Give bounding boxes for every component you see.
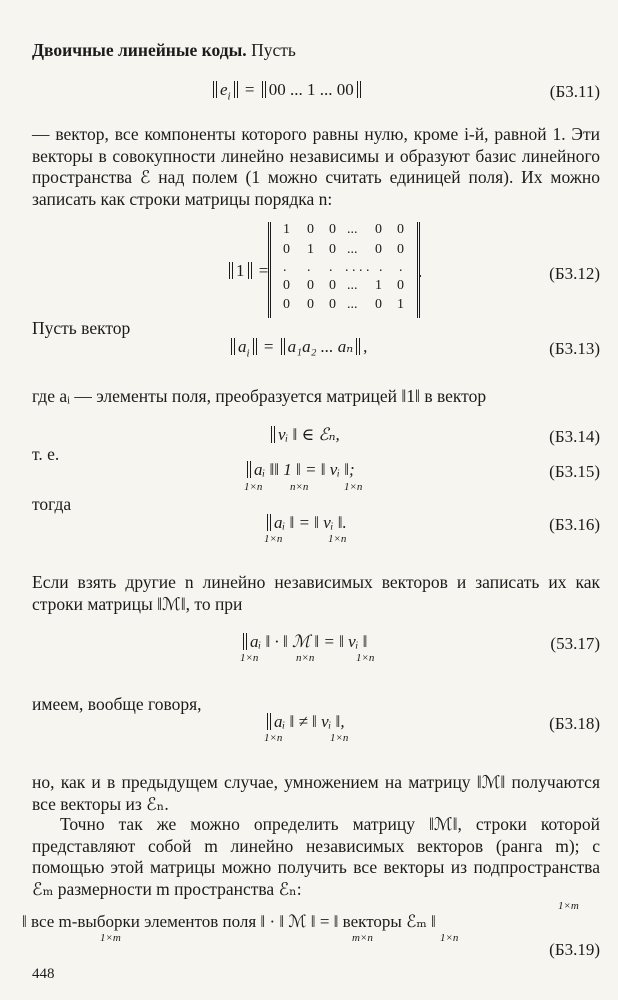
subscript: 1×n (328, 533, 347, 545)
text-te: т. е. (32, 444, 60, 464)
heading-tail: Пусть (251, 40, 296, 60)
matrix-row: 1 0 0 ... 0 0 (283, 222, 404, 237)
subscript: 1×n (330, 732, 349, 744)
matrix-lhs: 1 = (226, 261, 268, 281)
equation-b3-11: $e_i = 00$ ... 1 ... 00 (210, 80, 364, 102)
text-imeem: имеем, вообще говоря, (32, 694, 202, 714)
equation-label-b3-19: (Б3.19) (549, 940, 600, 959)
equation-label-b3-12: (Б3.12) (549, 264, 600, 283)
matrix-row: . . . . . . . . . (283, 260, 403, 275)
subscript: n×n (296, 652, 315, 664)
subscript: 1×n (240, 652, 259, 664)
matrix-row: 0 0 0 ... 1 0 (283, 278, 404, 293)
subscript: 1×n (244, 481, 263, 493)
identity-matrix (268, 222, 420, 318)
equation-label-b3-14: (Б3.14) (549, 427, 600, 446)
paragraph-1: — вектор, все компоненты которого равны нулю, кроме i-й, равной 1. Эти векторы в совокупности линейно независимы и образуют базис линейного пространства ℰ над полем (1 можно считать единицей поля). Их можно записать как строки матрицы порядка n: (32, 124, 600, 209)
equation-b3-14: vᵢ ‖ ∈ ℰₙ, (268, 425, 340, 445)
subscript: m×n (352, 932, 373, 944)
subscript: 1×n (264, 732, 283, 744)
subscript: 1×n (264, 533, 283, 545)
matrix-row: 0 0 0 ... 0 1 (283, 297, 404, 312)
superscript: 1×m (558, 900, 579, 912)
subscript: 1×n (356, 652, 375, 664)
text-pust-vektor: Пусть вектор (32, 318, 131, 338)
equation-b3-13: $a_i = a_1a_2$ ... aₙ , (228, 337, 367, 359)
equation-label-b3-17: (53.17) (550, 634, 600, 653)
matrix-row: 0 1 0 ... 0 0 (283, 242, 404, 257)
equation-b3-15: aᵢ ‖‖ 1 ‖ = ‖ vᵢ ‖; (244, 460, 355, 480)
paragraph-2: где aᵢ — элементы поля, преобразуется матрицей ‖1‖ в вектор (32, 386, 487, 406)
equation-label-b3-18: (Б3.18) (549, 714, 600, 733)
equation-b3-18: aᵢ ‖ ≠ ‖ vᵢ ‖, (264, 712, 345, 732)
equation-b3-19: ‖ все m-выборки элементов поля ‖ · ‖ ℳ ‖ = ‖ векторы ℰₘ ‖ (22, 912, 436, 931)
paragraph-5: Точно так же можно определить матрицу ‖ℳ‖, строки которой представляют собой m линейно независимых векторов (ранга m); с помощью этой матрицы можно получить все векторы из подпространства ℰₘ размерности m пространства ℰₙ: (32, 814, 600, 899)
subscript: n×n (290, 481, 309, 493)
page-number: 448 (32, 966, 55, 982)
subscript: 1×n (344, 481, 363, 493)
equation-b3-16: aᵢ ‖ = ‖ vᵢ ‖. (264, 513, 347, 533)
equation-label-b3-13: (Б3.13) (549, 339, 600, 358)
equation-label-b3-15: (Б3.15) (549, 462, 600, 481)
heading-line (32, 40, 600, 61)
section-heading: Двоичные линейные коды. (32, 40, 247, 60)
paragraph-3: Если взять другие n линейно независимых векторов и записать их как строки матрицы ‖ℳ‖, то при (32, 572, 600, 614)
subscript: 1×m (100, 932, 121, 944)
equation-label-b3-11: (Б3.11) (549, 82, 600, 101)
text-togda: тогда (32, 494, 72, 514)
subscript: 1×n (440, 932, 459, 944)
paragraph-4: но, как и в предыдущем случае, умножением на матрицу ‖ℳ‖ получаются все векторы из ℰₙ. (32, 772, 600, 814)
equation-label-b3-16: (Б3.16) (549, 515, 600, 534)
equation-b3-17: aᵢ ‖ · ‖ ℳ ‖ = ‖ vᵢ ‖ (240, 632, 367, 652)
